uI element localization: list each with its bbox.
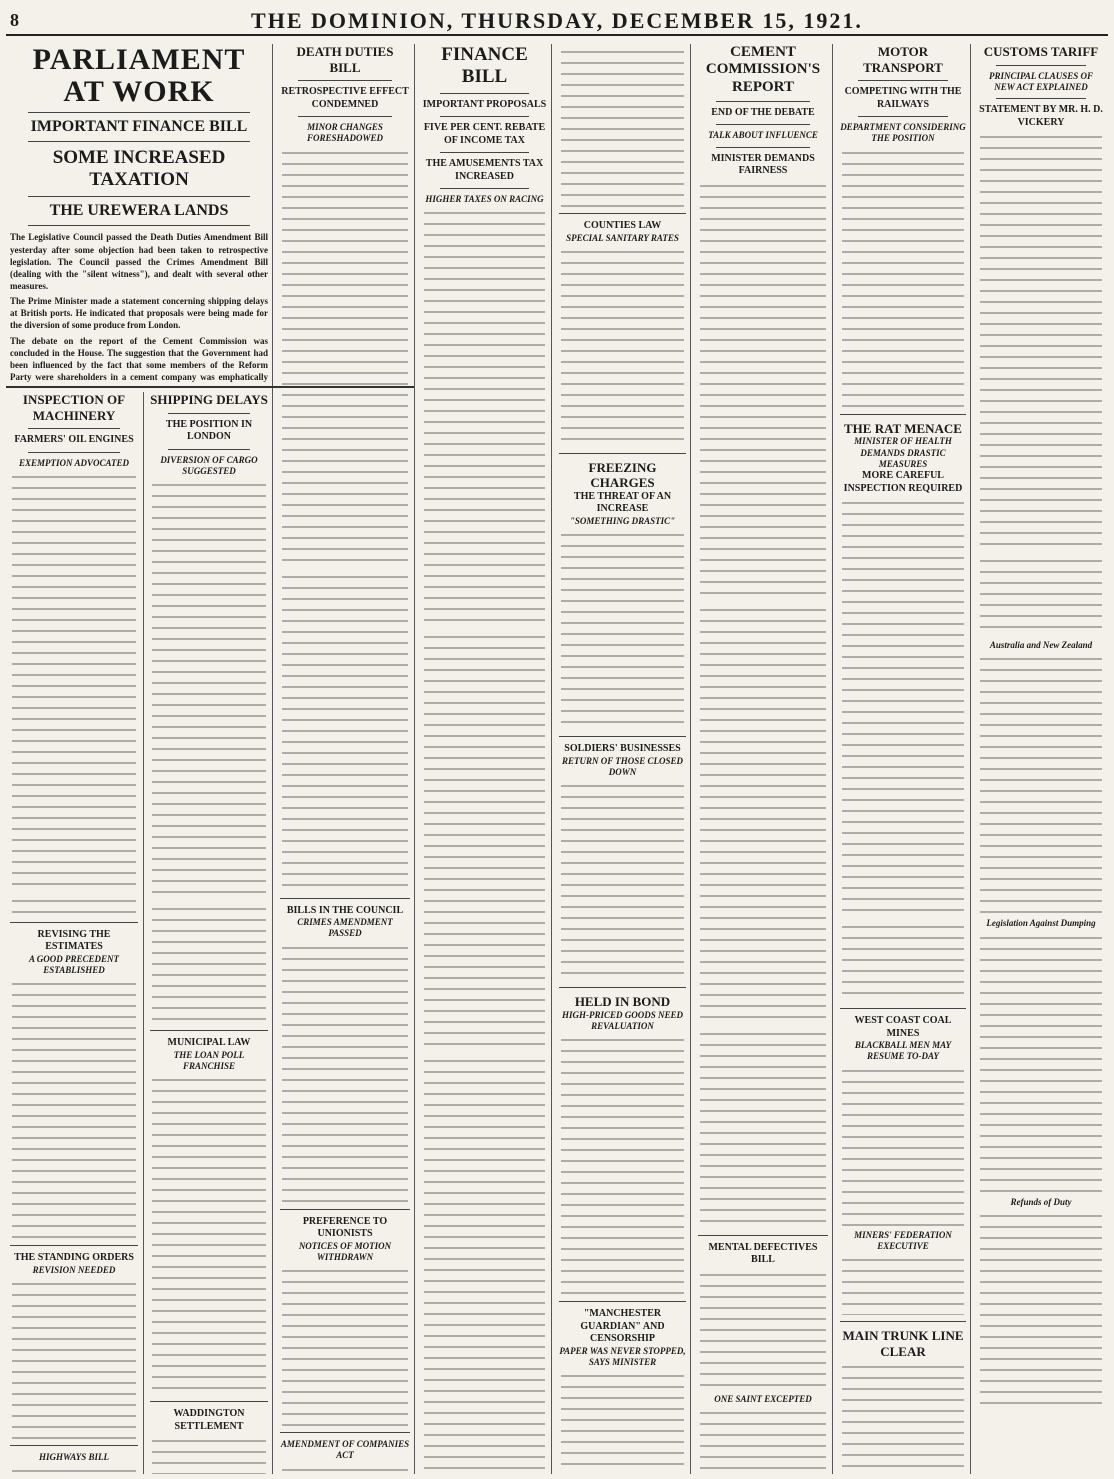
column-rule	[970, 44, 971, 1474]
lead-deck-urewera: THE UREWERA LANDS	[49, 202, 229, 220]
masthead	[6, 4, 1108, 36]
unionists-headline: PREFERENCE TO UNIONISTS	[302, 1215, 388, 1240]
rat-menace-headline: THE RAT MENACE	[844, 420, 962, 436]
article-body	[561, 530, 684, 730]
column-rule	[272, 44, 273, 1474]
lead-summary-p1: The Legislative Council passed the Death Duties Amendment Bill yesterday after some objection had been taken to retrospective legislation. The Council passed the Crimes Amendment Bill (dealing with the "silent witness"), and dealt with several other measures.	[10, 232, 268, 292]
newspaper-title: THE DOMINION, THURSDAY, DECEMBER 15, 1921.	[251, 8, 863, 33]
machinery-deck: FARMERS' OIL ENGINES	[14, 434, 134, 446]
motor-transport-deck: COMPETING WITH THE RAILWAYS	[844, 86, 962, 110]
council-bills-headline: BILLS IN THE COUNCIL	[286, 904, 404, 916]
lead-summary-p2: The Prime Minister made a statement concerning shipping delays at British ports. He indicated that proposals were being made for the diversion of some produce from London.	[10, 296, 268, 331]
cement-deck: END OF THE DEBATE	[711, 106, 815, 118]
article-body	[561, 47, 684, 207]
shipping-headline: SHIPPING DELAYS	[150, 392, 268, 407]
manchester-sub: PAPER WAS NEVER STOPPED, SAYS MINISTER	[559, 1345, 686, 1368]
column-2	[146, 392, 272, 1474]
article-body	[424, 632, 545, 1052]
lead-deck-taxation: SOME INCREASED TAXATION	[52, 147, 226, 191]
motor-transport-headline: MOTOR TRANSPORT	[863, 44, 943, 75]
column-rule	[143, 392, 144, 1474]
article-body	[700, 1029, 826, 1229]
column-4	[418, 44, 551, 1474]
dumping-subhead: Legislation Against Dumping	[986, 918, 1096, 929]
article-body	[12, 1279, 136, 1439]
article-body	[282, 1465, 408, 1474]
manchester-headline: "MANCHESTER GUARDIAN" AND CENSORSHIP	[580, 1308, 665, 1345]
standing-orders-sub: REVISION NEEDED	[32, 1264, 116, 1275]
article-body	[12, 472, 136, 892]
article-body	[842, 922, 964, 1002]
mental-defectives-headline: MENTAL DEFECTIVES BILL	[708, 1241, 818, 1265]
article-body	[980, 654, 1102, 914]
main-trunk-headline: MAIN TRUNK LINE CLEAR	[842, 1328, 964, 1359]
finance-bill-sub2: THE AMUSEMENTS TAX INCREASED	[425, 158, 544, 182]
column-3	[276, 44, 414, 1474]
column-rule	[832, 44, 833, 1474]
miners-federation-sub: MINERS' FEDERATION EXECUTIVE	[854, 1229, 952, 1251]
soldiers-headline: SOLDIERS' BUSINESSES	[564, 743, 681, 755]
column-rule	[690, 44, 691, 1474]
motor-transport-sub: DEPARTMENT CONSIDERING THE POSITION	[840, 122, 966, 144]
lead-summary-p3: The debate on the report of the Cement Commission was concluded in the House. The suggestion that the Government had been influenced by the fact that some members of the Reform Party were shareholders in a cement company was emphatically	[10, 335, 268, 383]
rat-menace-deck: MINISTER OF HEALTH DEMANDS DRASTIC MEASURES	[854, 436, 952, 469]
bond-headline: HELD IN BOND	[574, 994, 671, 1010]
column-5	[555, 44, 690, 1474]
article-body	[152, 904, 266, 1024]
counties-headline: COUNTIES LAW	[583, 220, 662, 231]
bond-sub: HIGH-PRICED GOODS NEED REVALUATION	[561, 1009, 684, 1032]
lead-headline: PARLIAMENT AT WORK	[32, 44, 246, 108]
council-bills-sub: CRIMES AMENDMENT PASSED	[297, 917, 393, 939]
article-body	[12, 1466, 136, 1474]
article-body	[842, 148, 964, 408]
cement-headline: CEMENT COMMISSION'S REPORT	[705, 44, 821, 95]
lead-article	[6, 44, 272, 384]
companies-act-headline: AMENDMENT OF COMPANIES ACT	[280, 1439, 410, 1461]
finance-bill-sub: FIVE PER CENT. REBATE OF INCOME TAX	[423, 122, 546, 146]
column-6	[694, 44, 832, 1474]
article-body	[980, 933, 1102, 1193]
cement-sub: TALK ABOUT INFLUENCE	[708, 130, 818, 141]
highways-headline: HIGHWAYS BILL	[38, 1452, 110, 1463]
cement-sub2: MINISTER DEMANDS FAIRNESS	[711, 152, 815, 176]
saint-excepted-sub: ONE SAINT EXCEPTED	[714, 1393, 812, 1404]
article-body	[980, 1211, 1102, 1411]
column-1	[6, 392, 142, 1474]
article-body	[842, 1255, 964, 1315]
freezing-sub: "SOMETHING DRASTIC"	[569, 515, 676, 526]
page-number: 8	[10, 10, 19, 30]
article-body	[700, 1408, 826, 1474]
column-rule	[551, 44, 552, 1474]
estimates-sub: A GOOD PRECEDENT ESTABLISHED	[28, 953, 119, 976]
municipal-sub: THE LOAN POLL FRANCHISE	[173, 1049, 245, 1071]
standing-orders-headline: THE STANDING ORDERS	[14, 1252, 134, 1264]
article-body	[700, 181, 826, 601]
article-body	[12, 896, 136, 916]
estimates-headline: REVISING THE ESTIMATES	[37, 928, 111, 953]
australia-subhead: Australia and New Zealand	[989, 640, 1093, 651]
column-8	[974, 44, 1108, 1474]
article-body	[152, 1436, 266, 1474]
article-body	[424, 1056, 545, 1474]
freezing-deck: THE THREAT OF AN INCREASE	[573, 490, 672, 515]
article-body	[980, 556, 1102, 636]
customs-deck: PRINCIPAL CLAUSES OF NEW ACT EXPLAINED	[988, 70, 1094, 92]
article-body	[282, 148, 408, 568]
waddington-headline: WADDINGTON SETTLEMENT	[173, 1408, 245, 1432]
counties-sub: SPECIAL SANITARY RATES	[566, 232, 679, 243]
machinery-headline: INSPECTION OF MACHINERY	[22, 392, 126, 423]
article-body	[424, 208, 545, 628]
finance-bill-deck: IMPORTANT PROPOSALS	[422, 98, 547, 110]
municipal-headline: MUNICIPAL LAW	[167, 1037, 251, 1049]
finance-bill-headline: FINANCE BILL	[441, 44, 528, 87]
article-body	[561, 1035, 684, 1295]
article-body	[282, 943, 408, 1203]
machinery-sub: EXEMPTION ADVOCATED	[19, 457, 129, 468]
article-body	[700, 1270, 826, 1390]
death-duties-headline: DEATH DUTIES BILL	[296, 44, 394, 75]
soldiers-sub: RETURN OF THOSE CLOSED DOWN	[561, 755, 684, 777]
article-body	[282, 1266, 408, 1426]
article-body	[282, 572, 408, 892]
article-body	[842, 498, 964, 918]
lead-deck-finance: IMPORTANT FINANCE BILL	[30, 118, 248, 135]
finance-bill-sub3: HIGHER TAXES ON RACING	[425, 194, 544, 205]
article-body	[700, 605, 826, 1025]
shipping-deck: THE POSITION IN LONDON	[165, 418, 253, 443]
shipping-sub: DIVERSION OF CARGO SUGGESTED	[160, 454, 258, 476]
rat-menace-sub: MORE CAREFUL INSPECTION REQUIRED	[843, 470, 963, 494]
column-rule	[414, 44, 415, 1474]
refunds-subhead: Refunds of Duty	[1010, 1196, 1072, 1207]
article-body	[980, 132, 1102, 552]
death-duties-sub: MINOR CHANGES FORESHADOWED	[306, 122, 384, 144]
article-body	[12, 979, 136, 1239]
death-duties-deck: RETROSPECTIVE EFFECT CONDEMNED	[281, 86, 409, 110]
unionists-sub: NOTICES OF MOTION WITHDRAWN	[298, 1240, 392, 1262]
column-7	[836, 44, 970, 1474]
article-body	[561, 781, 684, 981]
customs-sub: STATEMENT BY MR. H. D. VICKERY	[979, 104, 1103, 128]
article-body	[842, 1066, 964, 1226]
article-body	[561, 247, 684, 447]
coal-mines-sub: BLACKBALL MEN MAY RESUME TO-DAY	[854, 1040, 952, 1062]
coal-mines-headline: WEST COAST COAL MINES	[854, 1015, 952, 1039]
customs-headline: CUSTOMS TARIFF	[983, 44, 1099, 59]
freezing-headline: FREEZING CHARGES	[588, 459, 657, 491]
article-body	[152, 480, 266, 900]
article-body	[561, 1371, 684, 1474]
article-body	[842, 1362, 964, 1474]
article-body	[152, 1075, 266, 1395]
